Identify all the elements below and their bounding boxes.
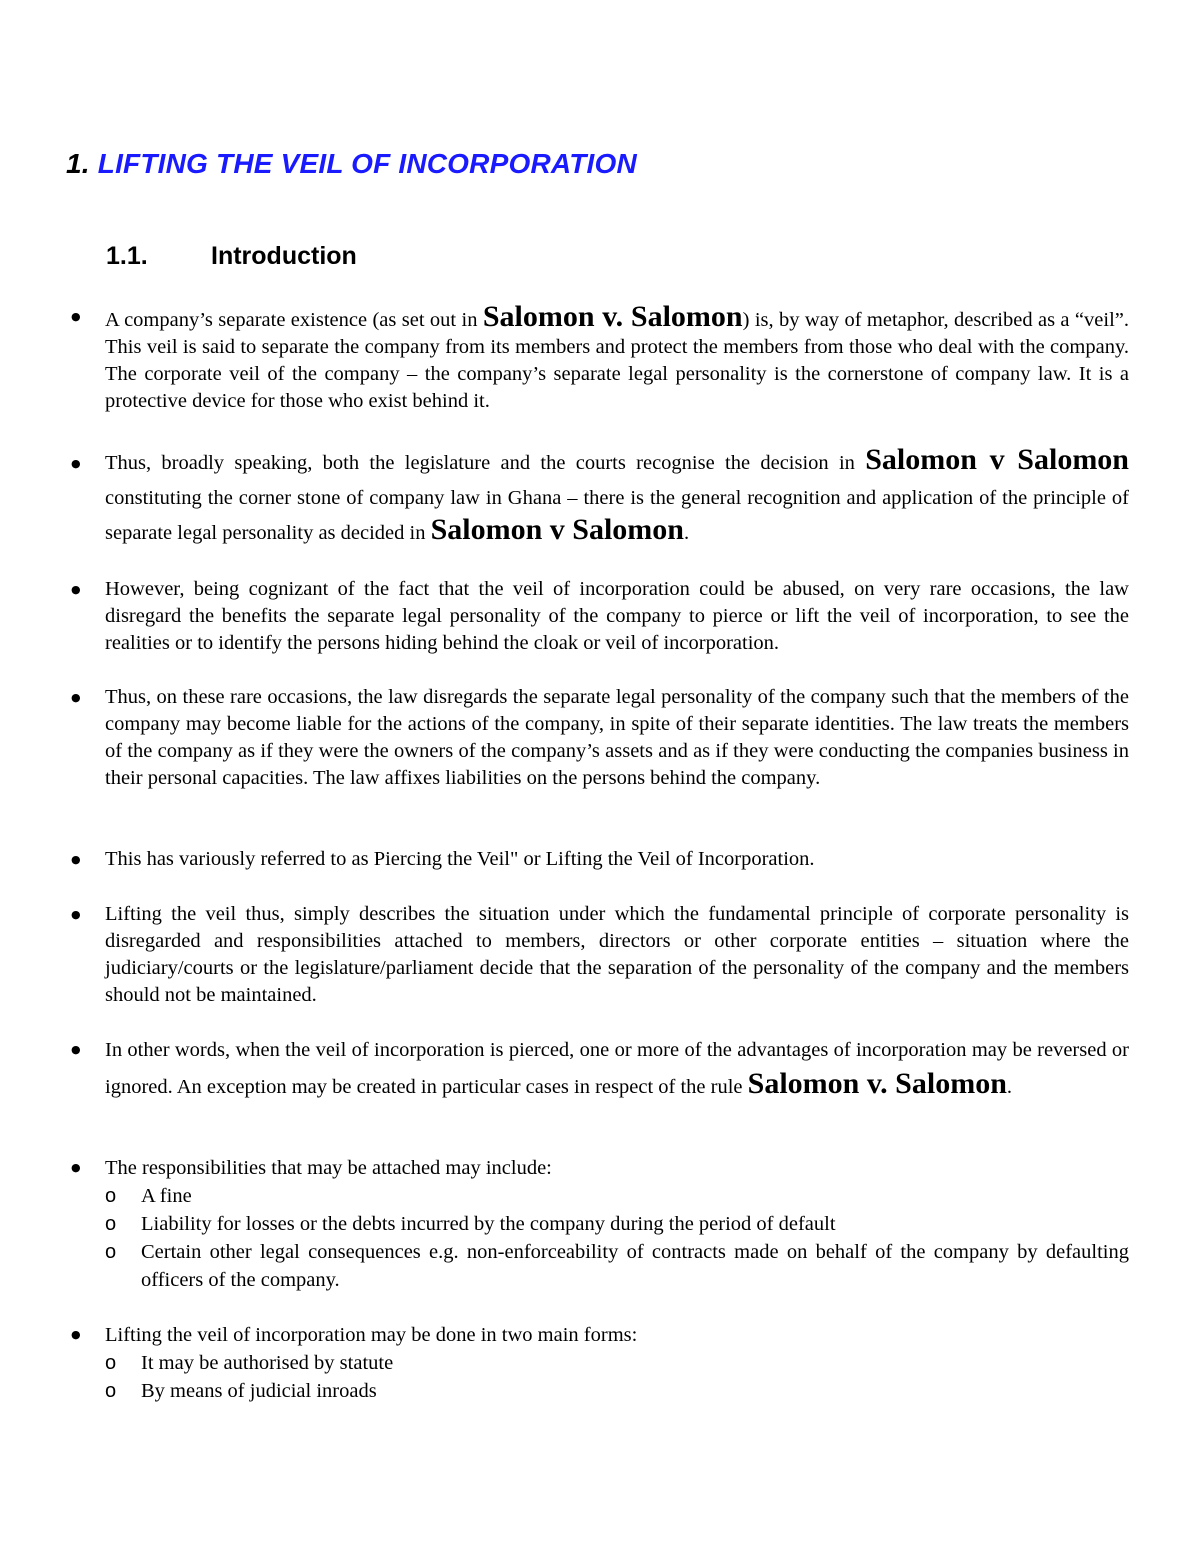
bullet-text: . (1006, 1076, 1012, 1098)
chapter-heading (66, 148, 637, 180)
sub-item: o By means of judicial inroads (105, 1377, 1129, 1405)
bullet-text: ) is, by way of metaphor, described as a “veil”. This veil is said to separate the company from its members and protect the members from those who deal with the company. The corporate veil of the company – the company’s separate legal personality is the cornerstone of company law. It is a protective device for those who exist behind it. (105, 309, 1129, 412)
case-citation: Salomon v. Salomon (747, 1067, 1007, 1100)
case-citation: Salomon v. Salomon (482, 300, 743, 333)
bullet-text: constituting the corner stone of company law in Ghana – there is the general recognition and application of the principle of separate legal personality as decided in (105, 487, 1129, 544)
bullet-item-2 (105, 443, 1129, 551)
section-heading (106, 242, 357, 271)
bullet-text: Thus, broadly speaking, both the legislature and the courts recognise the decision in (105, 452, 866, 474)
bullet-lead: Lifting the veil of incorporation may be done in two main forms: (105, 1324, 638, 1346)
bullet-text: In other words, when the veil of incorporation is pierced, one or more of the advantages of incorporation may be reversed or ignored. An exception may be created in particular cases in respect of the rule (105, 1039, 1129, 1098)
bullet-item-1 (105, 300, 1129, 415)
bullet-item-7 (105, 1036, 1129, 1104)
sub-item: o It may be authorised by statute (105, 1349, 1129, 1377)
sub-item: o Certain other legal consequences e.g. non-enforceability of contracts made on behalf of the company by defaulting officers of the company. (105, 1238, 1129, 1294)
bullet-item-6: ● Lifting the veil thus, simply describes the situation under which the fundamental principle of corporate personality is disregarded and responsibilities attached to members, directors or other corporate entities – situation where the judiciary/courts or the legislature/parliament decide that the separation of the personality of the company and the members should not be maintained. (105, 901, 1129, 1009)
bullet-text: A company’s separate existence (as set out in (105, 309, 483, 331)
chapter-number: 1. (66, 148, 90, 179)
sub-item: o A fine (105, 1182, 1129, 1210)
bullet-lead: The responsibilities that may be attached may include: (105, 1157, 552, 1179)
bullet-item-5: ● This has variously referred to as Piercing the Veil" or Lifting the Veil of Incorporation. (105, 846, 1129, 873)
case-citation: Salomon v Salomon (430, 513, 684, 546)
bullet-item-9 (105, 1321, 1129, 1405)
chapter-title: LIFTING THE VEIL OF INCORPORATION (97, 148, 637, 179)
bullet-item-3: ● However, being cognizant of the fact that the veil of incorporation could be abused, on very rare occasions, the law disregard the benefits the separate legal personality of the company to pierce or lift the veil of incorporation, to see the realities or to identify the persons hiding behind the cloak or veil of incorporation. (105, 576, 1129, 657)
case-citation: Salomon v Salomon (865, 443, 1129, 476)
sub-item: o Liability for losses or the debts incurred by the company during the period of default (105, 1210, 1129, 1238)
section-title: Introduction (211, 242, 357, 270)
section-number: 1.1. (106, 242, 148, 270)
bullet-text: . (683, 522, 690, 544)
bullet-item-4: ● Thus, on these rare occasions, the law disregards the separate legal personality of the company such that the members of the company may become liable for the actions of the company, in spite of their separate identities. The law treats the members of the company as if they were the owners of the company’s assets and as if they were conducting the companies business in their personal capacities. The law affixes liabilities on the persons behind the company. (105, 684, 1129, 792)
bullet-item-8 (105, 1154, 1129, 1294)
